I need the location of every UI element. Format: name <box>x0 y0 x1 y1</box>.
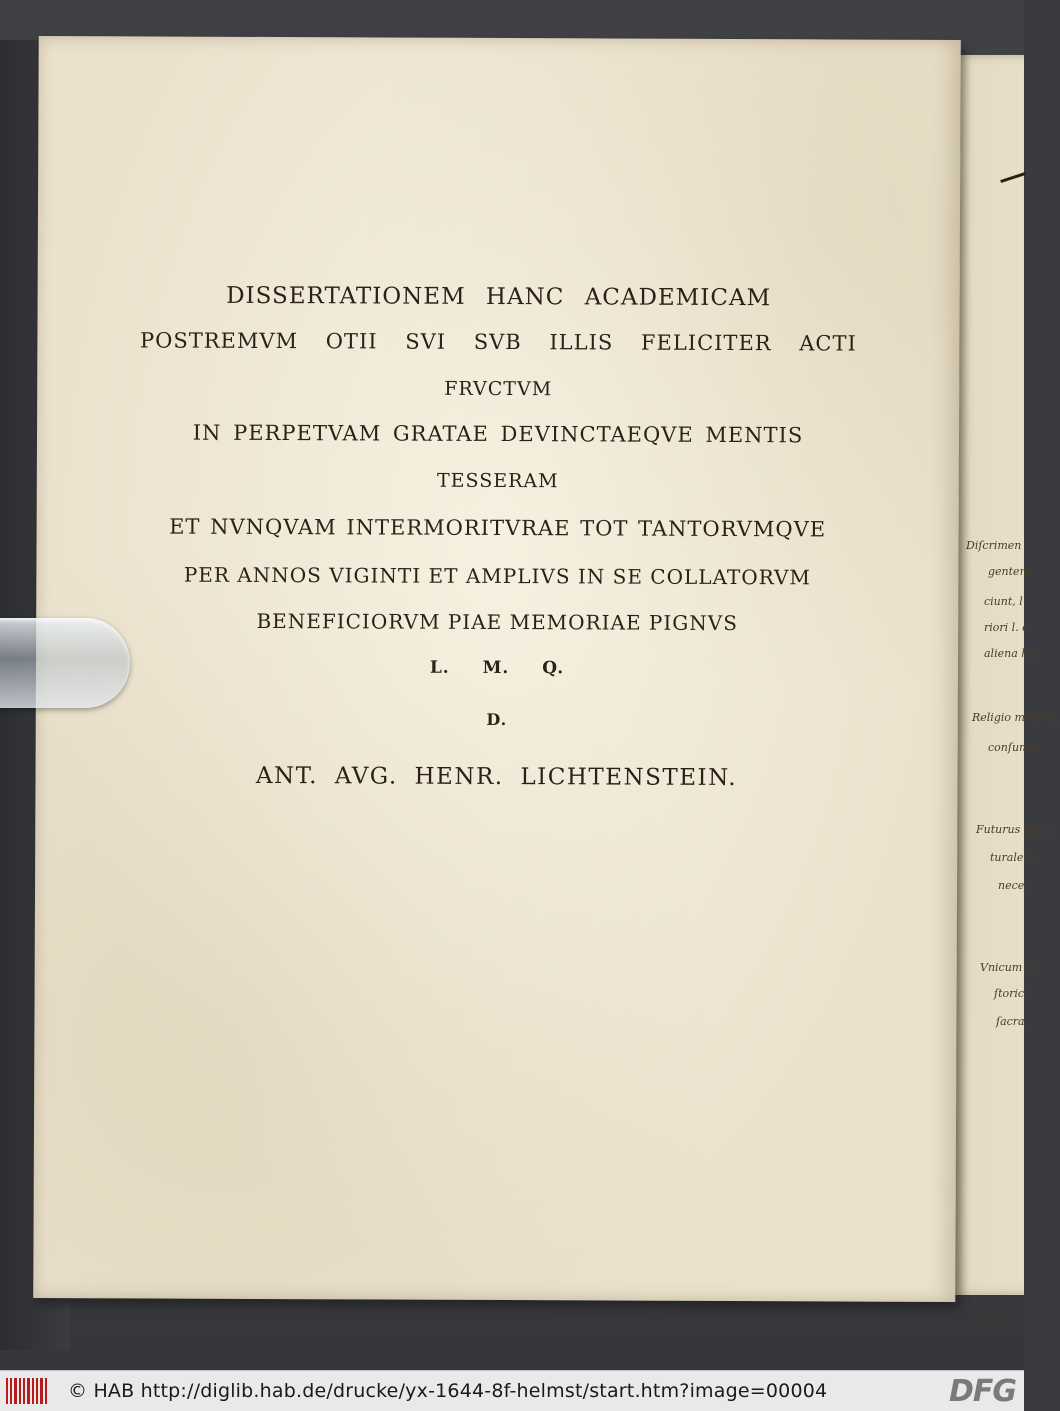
dedication-line: TESSERAM <box>436 469 559 493</box>
dedication-line: PER ANNOS VIGINTI ET AMPLIVS IN SE COLLATORVM <box>183 562 812 590</box>
dfg-logo: DFG <box>948 1374 1016 1409</box>
dedication-initials: L. M. Q. <box>429 657 565 679</box>
source-link[interactable]: © HAB http://diglib.hab.de/drucke/yx-1644-8f-helmst/start.htm?image=00004 <box>68 1380 828 1402</box>
dedication-d: D. <box>486 709 508 730</box>
dedication-line: FRVCTVM <box>444 377 553 401</box>
adjacent-page <box>952 55 1060 1295</box>
margin-note: Futurus admi <box>976 823 1052 836</box>
margin-note: riori l. e. <box>984 621 1033 634</box>
dedication-text <box>33 36 960 1302</box>
margin-note: ſacra, <box>996 1015 1029 1028</box>
margin-note: neceſ <box>998 879 1029 892</box>
dedication-line: IN PERPETVAM GRATAE DEVINCTAEQVE MENTIS <box>192 420 804 448</box>
page-clip <box>0 618 130 708</box>
document-page <box>33 36 960 1302</box>
dedication-line: POSTREMVM OTII SVI SVB ILLIS FELICITER ACTI <box>139 328 857 356</box>
viewer-footer <box>0 1370 1024 1411</box>
author-name: ANT. AVG. HENR. LICHTENSTEIN. <box>255 762 738 792</box>
margin-note: Diſcrimen <box>966 539 1022 552</box>
margin-note: Vnicum et <box>980 961 1037 974</box>
margin-note: ſtorica <box>994 987 1031 1000</box>
dedication-line: BENEFICIORVM PIAE MEMORIAE PIGNVS <box>256 608 738 636</box>
margin-note: turalem <box>990 851 1034 864</box>
margin-note: gentem <box>988 565 1030 578</box>
dedication-line: ET NVNQVAM INTERMORITVRAE TOT TANTORVMQVE <box>169 514 827 542</box>
dedication-line: DISSERTATIONEM HANC ACADEMICAM <box>226 282 772 312</box>
margin-note: Religio mere na <box>972 711 1060 724</box>
margin-note: conſumm <box>988 741 1040 754</box>
margin-note: ciunt, l <box>984 595 1023 608</box>
margin-note: aliena hu <box>984 647 1036 660</box>
hab-barcode-icon <box>6 1378 50 1404</box>
